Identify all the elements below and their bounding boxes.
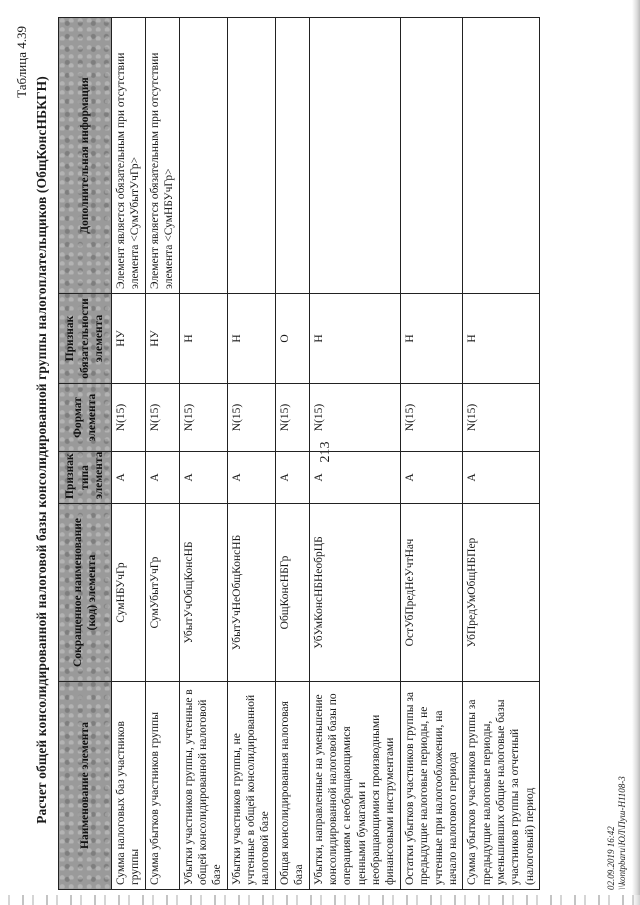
cell-code: УбытУчОбщКонсНБ bbox=[179, 504, 227, 682]
cell-required: Н bbox=[400, 294, 463, 384]
table-row bbox=[275, 18, 309, 890]
cell-name: Остатки убытков участников группы за предыдущие налоговые периоды, не учтенные при налогообложении, на начало налогового периода bbox=[400, 682, 463, 890]
elements-table bbox=[58, 17, 540, 890]
cell-format: N(15) bbox=[227, 384, 275, 452]
table-number: Таблица 4.39 bbox=[14, 26, 29, 98]
table-row bbox=[145, 18, 179, 890]
column-header-type: Признак типа элемента bbox=[59, 452, 112, 504]
scan-edge-shadow bbox=[632, 0, 640, 905]
cell-format: N(15) bbox=[275, 384, 309, 452]
cell-required: НУ bbox=[112, 294, 146, 384]
column-header-info: Дополнительная информация bbox=[59, 18, 112, 294]
cell-type: А bbox=[275, 452, 309, 504]
cell-format: N(15) bbox=[400, 384, 463, 452]
table-row bbox=[463, 18, 540, 890]
cell-info bbox=[309, 18, 400, 294]
table-row bbox=[112, 18, 146, 890]
table-row bbox=[400, 18, 463, 890]
cell-info bbox=[463, 18, 540, 294]
column-header-name: Наименование элемента bbox=[59, 682, 112, 890]
cell-type: А bbox=[179, 452, 227, 504]
table-row bbox=[227, 18, 275, 890]
cell-format: N(15) bbox=[309, 384, 400, 452]
cell-format: N(15) bbox=[463, 384, 540, 452]
table-row bbox=[179, 18, 227, 890]
cell-format: N(15) bbox=[145, 384, 179, 452]
table-title: Расчет общей консолидированной налоговой базы консолидированной группы налогоплательщиков (ОбщКонсНБКГН) bbox=[34, 76, 49, 824]
cell-required: НУ bbox=[145, 294, 179, 384]
cell-type: А bbox=[463, 452, 540, 504]
column-header-required: Признак обязательности элемента bbox=[59, 294, 112, 384]
cell-required: Н bbox=[227, 294, 275, 384]
table-header-row bbox=[59, 18, 112, 890]
cell-code: СумУбытУчГр bbox=[145, 504, 179, 682]
cell-name: Сумма налоговых баз участников группы bbox=[112, 682, 146, 890]
cell-required: О bbox=[275, 294, 309, 384]
cell-info: Элемент является обязательным при отсутствии элемента <СумНБУчГр> bbox=[145, 18, 179, 294]
print-footer bbox=[606, 776, 628, 890]
cell-name: Убытки участников группы, не учтенные в общей консолидированной налоговой базе bbox=[227, 682, 275, 890]
cell-info bbox=[275, 18, 309, 294]
cell-name: Сумма убытков участников группы bbox=[145, 682, 179, 890]
cell-code: УбПредУмОбщНБПер bbox=[463, 504, 540, 682]
column-header-code: Сокращенное наименование (код) элемента bbox=[59, 504, 112, 682]
rotated-content bbox=[10, 10, 630, 890]
cell-type: А bbox=[145, 452, 179, 504]
cell-info bbox=[179, 18, 227, 294]
cell-name: Общая консолидированная налоговая база bbox=[275, 682, 309, 890]
table-row bbox=[309, 18, 400, 890]
cell-name: Убытки участников группы, учтенные в общей консолидированной налоговой базе bbox=[179, 682, 227, 890]
cell-code: ОстУбПредНеУчтНач bbox=[400, 504, 463, 682]
column-header-format: Формат элемента bbox=[59, 384, 112, 452]
cell-code: УбытУчНеОбщКонсНБ bbox=[227, 504, 275, 682]
cell-format: N(15) bbox=[112, 384, 146, 452]
cell-required: Н bbox=[309, 294, 400, 384]
cell-info bbox=[400, 18, 463, 294]
cell-type: А bbox=[227, 452, 275, 504]
cell-code: УбУмКонсНБНеобрЦБ bbox=[309, 504, 400, 682]
cell-code: ОбщКонсНБГр bbox=[275, 504, 309, 682]
cell-required: Н bbox=[463, 294, 540, 384]
scan-bottom-noise bbox=[0, 895, 640, 905]
cell-type: А bbox=[112, 452, 146, 504]
cell-name: Убытки, направленные на уменьшение консолидированной налоговой базы по операциям с необращающимися ценными бумагами и необращающимися производными финансовыми инструментами bbox=[309, 682, 400, 890]
cell-format: N(15) bbox=[179, 384, 227, 452]
cell-required: Н bbox=[179, 294, 227, 384]
cell-code: СумНБУчГр bbox=[112, 504, 146, 682]
cell-info bbox=[227, 18, 275, 294]
cell-type: А bbox=[309, 452, 400, 504]
page-number: 213 bbox=[318, 441, 333, 463]
footer-timestamp: 02.09.2019 16:42 bbox=[606, 826, 616, 890]
cell-info: Элемент является обязательным при отсутствии элемента <СумУбытУчГр> bbox=[112, 18, 146, 294]
footer-file-path: \\kontpbaru\ЮЛ\Пуш-Н1108-3 bbox=[616, 776, 627, 890]
cell-type: А bbox=[400, 452, 463, 504]
cell-name: Сумма убытков участников группы за предыдущие налоговые периоды, уменьшивших общие налоговые базы участников группы за отчетный (налоговый) период bbox=[463, 682, 540, 890]
